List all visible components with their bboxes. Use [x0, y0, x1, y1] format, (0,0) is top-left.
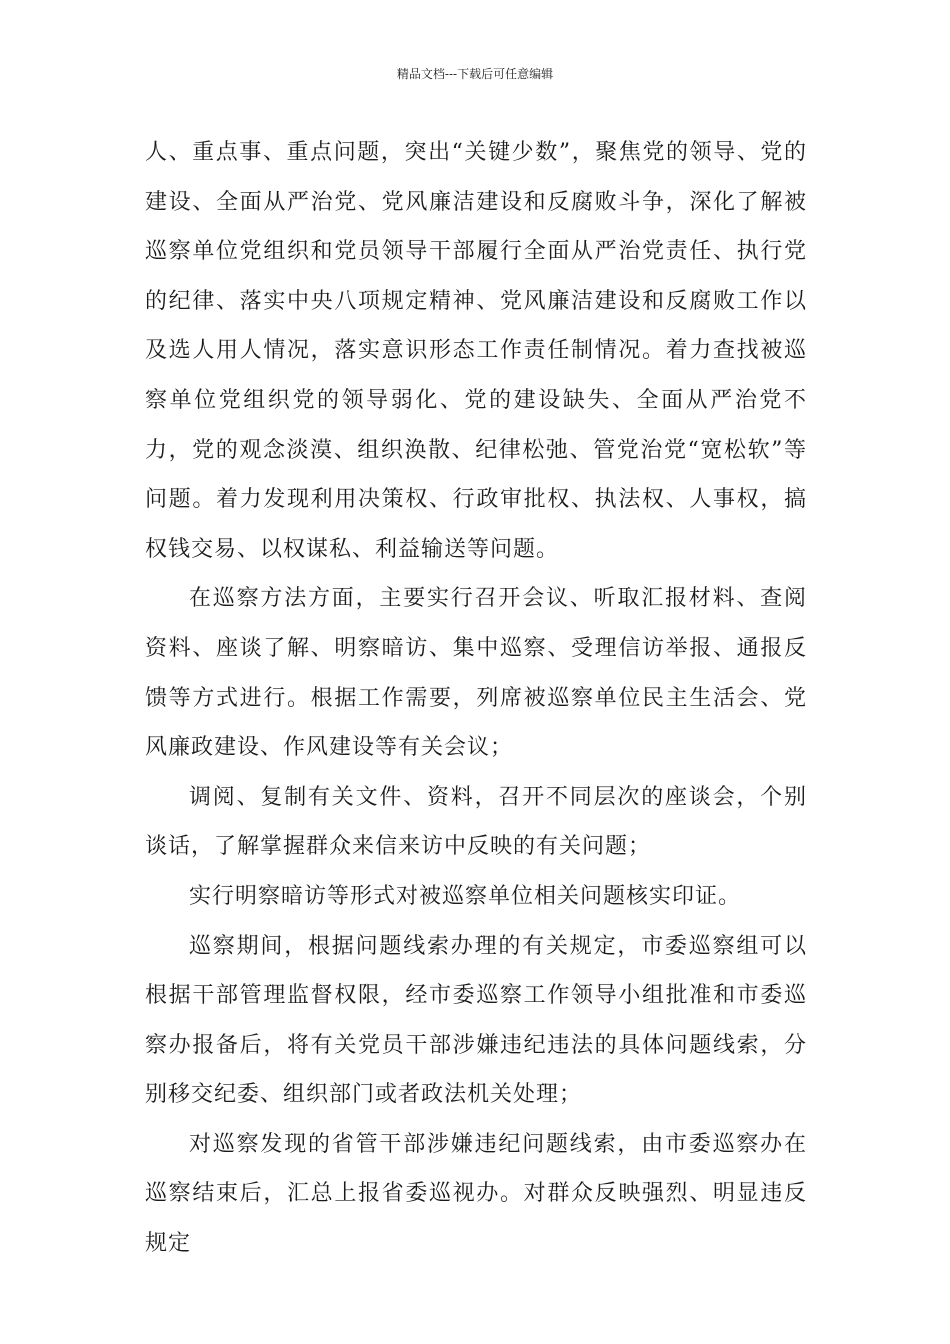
- paragraph-1: 人、重点事、重点问题，突出“关键少数”，聚焦党的领导、党的建设、全面从严治党、党风廉洁建设和反腐败斗争，深化了解被巡察单位党组织和党员领导干部履行全面从严治党责任、执行党的纪律、落实中央八项规定精神、党风廉洁建设和反腐败工作以及选人用人情况，落实意识形态工作责任制情况。着力查找被巡察单位党组织党的领导弱化、党的建设缺失、全面从严治党不力，党的观念淡漠、组织涣散、纪律松弛、管党治党“宽松软”等问题。着力发现利用决策权、行政审批权、执法权、人事权，搞权钱交易、以权谋私、利益输送等问题。: [145, 140, 807, 562]
- paragraph-3: 调阅、复制有关文件、资料，召开不同层次的座谈会，个别谈话，了解掌握群众来信来访中反映的有关问题；: [145, 784, 807, 860]
- page-header: 精品文档---下载后可任意编辑: [396, 67, 554, 81]
- paragraph-6: 对巡察发现的省管干部涉嫌违纪问题线索，由市委巡察办在巡察结束后，汇总上报省委巡视办。对群众反映强烈、明显违反规定: [145, 1131, 807, 1257]
- paragraph-4: 实行明察暗访等形式对被巡察单位相关问题核实印证。: [189, 883, 742, 909]
- paragraph-2: 在巡察方法方面，主要实行召开会议、听取汇报材料、查阅资料、座谈了解、明察暗访、集中巡察、受理信访举报、通报反馈等方式进行。根据工作需要，列席被巡察单位民主生活会、党风廉政建设、作风建设等有关会议；: [145, 586, 807, 761]
- paragraph-5: 巡察期间，根据问题线索办理的有关规定，市委巡察组可以根据干部管理监督权限，经市委巡察工作领导小组批准和市委巡察办报备后，将有关党员干部涉嫌违纪违法的具体问题线索，分别移交纪委、组织部门或者政法机关处理；: [145, 933, 807, 1108]
- document-body: [145, 128, 807, 1269]
